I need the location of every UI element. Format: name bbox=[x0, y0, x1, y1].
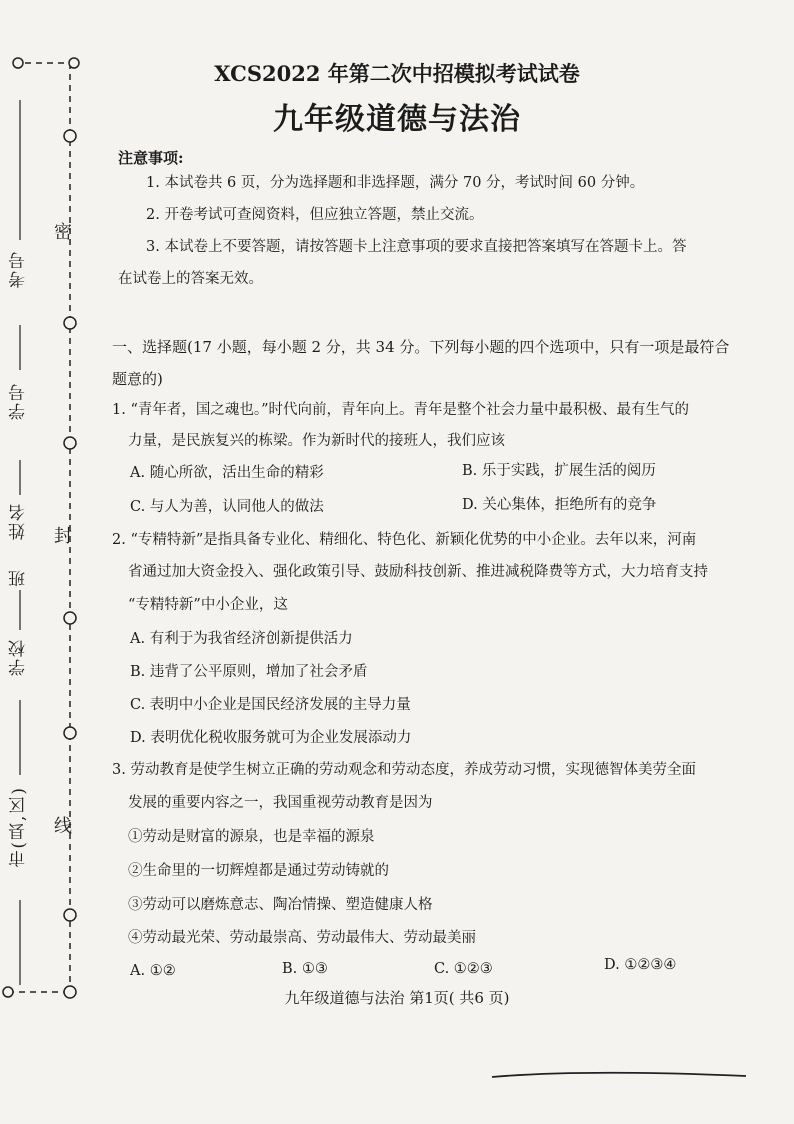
class-label: 班 bbox=[9, 568, 29, 587]
notice-item-2: 2. 开卷考试可查阅资料，但应独立答题，禁止交流。 bbox=[146, 207, 484, 223]
q3-statement-2: ②生命里的一切辉煌都是通过劳动铸就的 bbox=[128, 863, 389, 879]
q2-option-a: A. 有利于为我省经济创新提供活力 bbox=[130, 631, 353, 647]
student-no-label: 学号 bbox=[9, 382, 29, 420]
q2-option-d: D. 表明优化税收服务就可为企业发展添动力 bbox=[130, 730, 412, 746]
q3-option-d: D. ①②③④ bbox=[604, 957, 677, 973]
name-label: 姓名 bbox=[9, 502, 29, 540]
seal-marker-middle: 封 bbox=[54, 526, 72, 547]
bottom-pen-stroke bbox=[490, 1068, 750, 1082]
school-label: 学校 bbox=[9, 638, 29, 676]
q3-stem-line2: 发展的重要内容之一，我国重视劳动教育是因为 bbox=[128, 795, 433, 811]
q1-stem-line2: 力量，是民族复兴的栋梁。作为新时代的接班人，我们应该 bbox=[128, 433, 505, 449]
page-footer: 九年级道德与法治 第1页( 共6 页) bbox=[284, 989, 510, 1007]
q1-stem-line1: 1. “青年者，国之魂也。”时代向前，青年向上。青年是整个社会力量中最积极、最有生气的 bbox=[112, 402, 690, 418]
q2-stem-line2: 省通过加大资金投入、强化政策引导、鼓励科技创新、推进减税降费等方式，大力培育支持 bbox=[128, 564, 708, 580]
notice-item-3: 3. 本试卷上不要答题，请按答题卡上注意事项的要求直接把答案填写在答题卡上。答 bbox=[146, 239, 687, 255]
subject-title: 九年级道德与法治 bbox=[273, 102, 521, 137]
notice-title: 注意事项: bbox=[118, 149, 184, 167]
exam-title: XCS2022 年第二次中招模拟考试试卷 bbox=[214, 61, 580, 86]
exam-no-label: 考号 bbox=[9, 250, 29, 288]
q2-stem-line3: “专精特新”中小企业，这 bbox=[128, 597, 288, 613]
q2-option-c: C. 表明中小企业是国民经济发展的主导力量 bbox=[130, 697, 411, 713]
section1-heading: 一、选择题(17 小题，每小题 2 分，共 34 分。下列每小题的四个选项中，只有一项是最符合 bbox=[112, 338, 730, 356]
q3-option-a: A. ①② bbox=[130, 963, 176, 979]
q1-option-c: C. 与人为善，认同他人的做法 bbox=[130, 499, 324, 515]
q3-statement-1: ①劳动是财富的源泉，也是幸福的源泉 bbox=[128, 829, 375, 845]
q3-option-b: B. ①③ bbox=[282, 961, 328, 977]
q2-stem-line1: 2. “专精特新”是指具备专业化、精细化、特色化、新颖化优势的中小企业。去年以来，河南 bbox=[112, 532, 697, 548]
q3-stem-line1: 3. 劳动教育是使学生树立正确的劳动观念和劳动态度，养成劳动习惯，实现德智体美劳全面 bbox=[112, 762, 696, 778]
section1-heading-continued: 题意的) bbox=[112, 370, 163, 388]
q3-option-c: C. ①②③ bbox=[434, 961, 493, 977]
notice-item-1: 1. 本试卷共 6 页，分为选择题和非选择题，满分 70 分，考试时间 60 分钟。 bbox=[146, 175, 645, 191]
q2-option-b: B. 违背了公平原则，增加了社会矛盾 bbox=[130, 664, 368, 680]
q3-statement-3: ③劳动可以磨炼意志、陶冶情操、塑造健康人格 bbox=[128, 897, 433, 913]
q1-option-d: D. 关心集体，拒绝所有的竞争 bbox=[462, 497, 657, 513]
county-label: 市(县,区) bbox=[9, 786, 29, 868]
q3-statement-4: ④劳动最光荣、劳动最崇高、劳动最伟大、劳动最美丽 bbox=[128, 930, 476, 946]
q1-option-a: A. 随心所欲，活出生命的精彩 bbox=[130, 465, 324, 481]
q1-option-b: B. 乐于实践，扩展生活的阅历 bbox=[462, 463, 656, 479]
notice-item-3-continued: 在试卷上的答案无效。 bbox=[118, 271, 263, 287]
seal-marker-top: 密 bbox=[54, 222, 72, 243]
seal-marker-bottom: 线 bbox=[54, 816, 72, 837]
